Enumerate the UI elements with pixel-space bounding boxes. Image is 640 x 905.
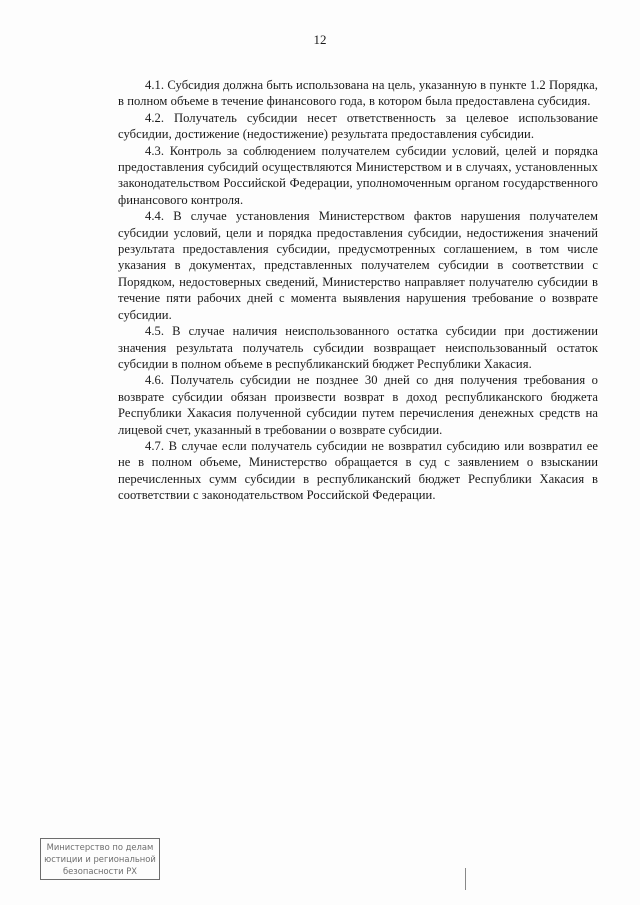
- paragraph-4-6: 4.6. Получатель субсидии не позднее 30 дней со дня получения требования о возврате субсидии обязан произвести возврат в доход республиканского бюджета Республики Хакасия полученной субсидии путем перечисления денежных средств на лицевой счет, указанный в требовании о возврате субсидии.: [118, 373, 598, 437]
- stamp-line: безопасности РХ: [62, 866, 138, 876]
- stamp-line: юстиции и региональной: [44, 854, 156, 864]
- paragraph-4-1: 4.1. Субсидия должна быть использована на цель, указанную в пункте 1.2 Порядка, в полном объеме в течение финансового года, в котором была предоставлена субсидия.: [118, 78, 598, 109]
- paragraph-4-7: 4.7. В случае если получатель субсидии не возвратил субсидию или возвратил ее не в полном объеме, Министерство обращается в суд с заявлением о взыскании перечисленных сумм субсидии в республиканский бюджет Республики Хакасия в соответствии с законодательством Российской Федерации.: [118, 438, 598, 503]
- scan-mark: [465, 868, 466, 890]
- document-body: [118, 77, 598, 504]
- registration-stamp: [40, 838, 160, 880]
- stamp-line: Министерство по делам: [46, 842, 154, 852]
- paragraph-4-2: 4.2. Получатель субсидии несет ответственность за целевое использование субсидии, достижение (недостижение) результата предоставления субсидии.: [118, 110, 598, 142]
- paragraph-4-4: 4.4. В случае установления Министерством фактов нарушения получателем субсидии условий, цели и порядка предоставления субсидии, недостижения значений результата предоставления субсидии, предусмотренных соглашением, в том числе указания в документах, представленных получателем субсидии в соответствии с Порядком, недостоверных сведений, Министерство направляет получателю субсидии в течение пяти рабочих дней с момента выявления нарушения требование о возврате субсидии.: [118, 209, 598, 322]
- paragraph-4-5: 4.5. В случае наличия неиспользованного остатка субсидии при достижении значения результата получатель субсидии возвращает неиспользованный остаток субсидии в полном объеме в республиканский бюджет Республики Хакасия.: [118, 324, 598, 371]
- page-number: 12: [313, 32, 327, 47]
- paragraph-4-3: 4.3. Контроль за соблюдением получателем субсидии условий, целей и порядка предоставления субсидий осуществляются Министерством и в случаях, установленных законодательством Российской Федерации, уполномоченным органом государственного финансового контроля.: [118, 143, 598, 207]
